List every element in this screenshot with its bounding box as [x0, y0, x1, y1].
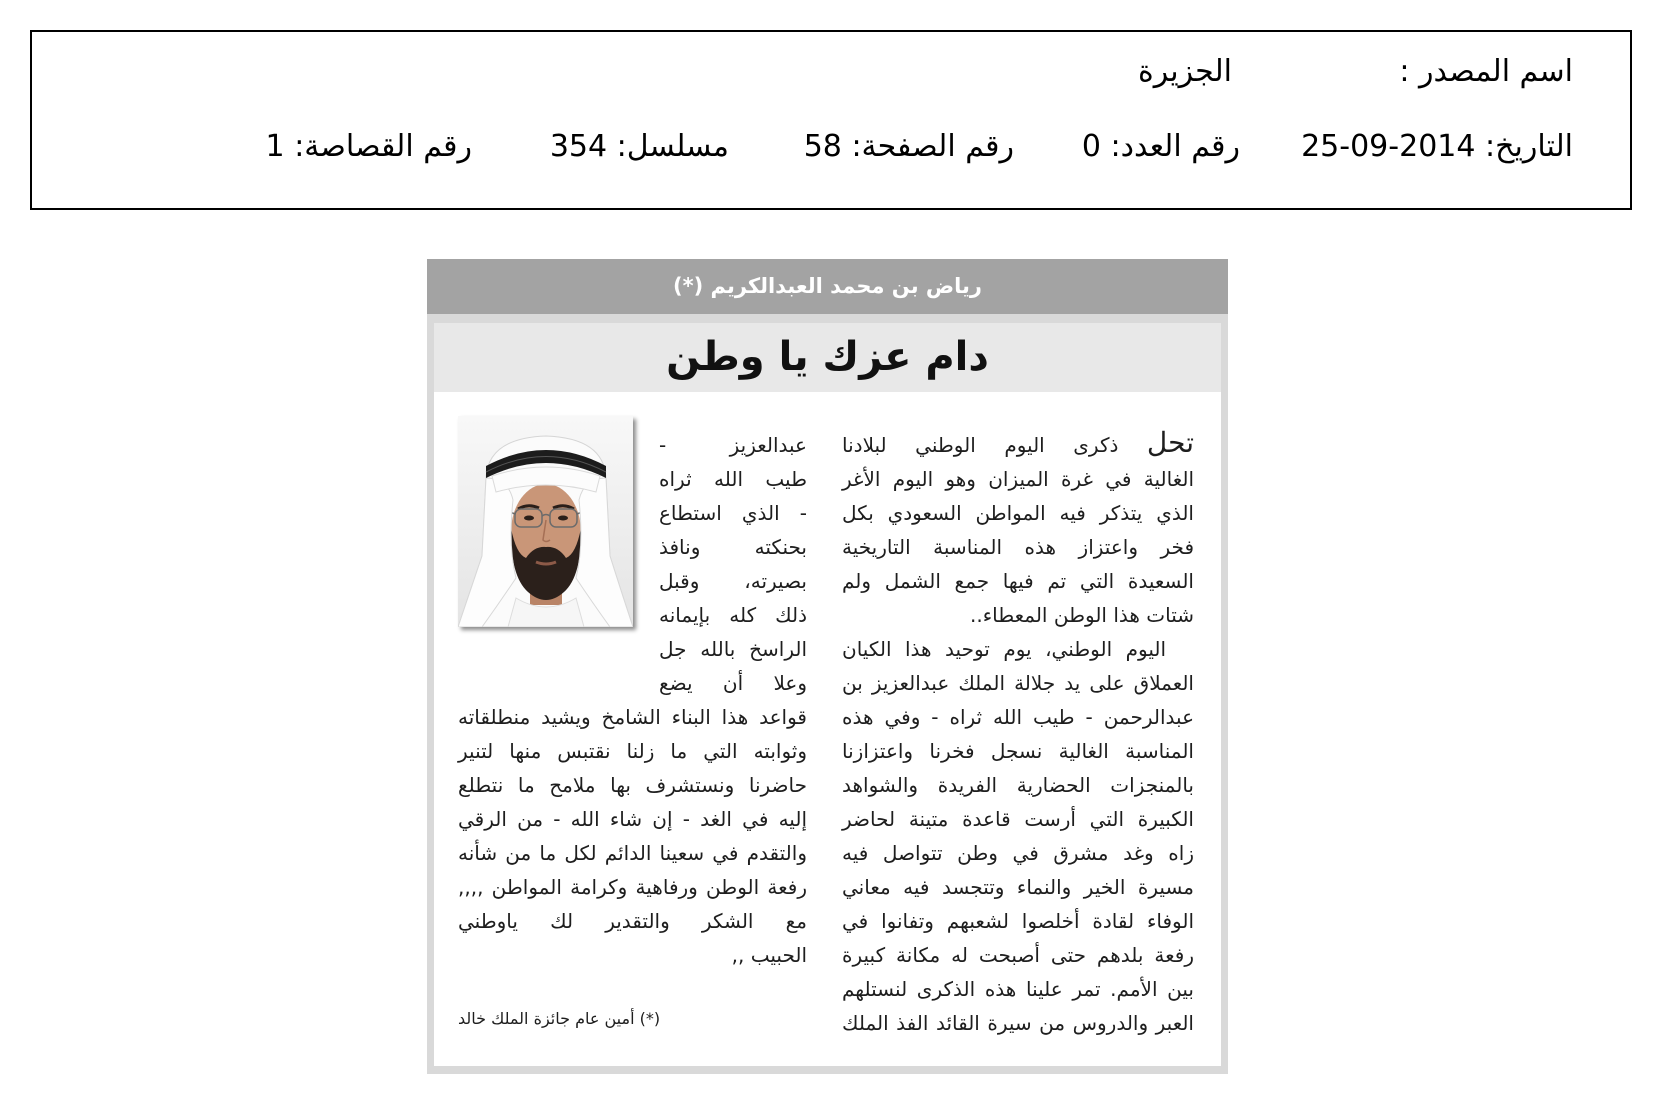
body-line: مع الشكر والتقدير لك ياوطني [458, 909, 807, 933]
body-line: حاضرنا ونستشرف بها ملامح ما نتطلع [458, 773, 807, 797]
date-label: التاريخ: [1485, 129, 1573, 164]
body-line: قواعد هذا البناء الشامخ ويشيد منطلقاته [458, 705, 807, 729]
author-footnote: (*) أمين عام جائزة الملك خالد [458, 1009, 661, 1028]
lead-word: تحل [1146, 426, 1194, 459]
body-line: رفعة الوطن ورفاهية وكرامة المواطن ,,,, [458, 875, 807, 899]
page-field [804, 127, 1014, 167]
right-column [842, 428, 1194, 1040]
serial-label: مسلسل: [616, 129, 729, 164]
source-value: الجزيرة [1137, 54, 1232, 89]
body-line: إليه في الغد - إن شاء الله - من الرقي [458, 807, 807, 831]
body-line: وثوابته التي ما زلنا نقتبس منها لتنير [458, 739, 807, 763]
body-line: - الذي استطاع [659, 501, 807, 525]
body-line: فخر واعتزاز هذه المناسبة التاريخية [842, 535, 1194, 559]
author-band [427, 259, 1228, 314]
body-line: بين الأمم. تمر علينا هذه الذكرى لنستلهم [842, 977, 1194, 1001]
source-info-box [30, 30, 1632, 210]
body-line: عبدالعزيز - [659, 433, 807, 457]
body-line: الذي يتذكر فيه المواطن السعودي بكل [842, 501, 1194, 525]
news-clipping [427, 259, 1228, 1074]
body-line: رفعة بلدهم حتى أصبحت له مكانة كبيرة [842, 943, 1194, 967]
author-portrait [458, 416, 633, 627]
author-photo [458, 416, 633, 627]
body-line: بحنكته ونافذ [659, 535, 807, 559]
body-line: اليوم الوطني، يوم توحيد هذا الكيان [842, 637, 1166, 661]
body-line: زاه وغد مشرق في وطن تتواصل فيه [842, 841, 1194, 865]
body-line: الكبيرة التي أرست قاعدة متينة لحاضر [842, 807, 1194, 831]
clipping-label: رقم القصاصة: [294, 129, 472, 164]
body-line: الحبيب ,, [731, 943, 807, 967]
issue-label: رقم العدد: [1110, 129, 1240, 164]
body-line: ذلك كله بإيمانه [659, 603, 807, 627]
body-line: الغالية في غرة الميزان وهو اليوم الأغر [842, 467, 1194, 491]
source-label: اسم المصدر : [1399, 54, 1573, 89]
serial-value: 354 [549, 129, 608, 164]
body-line: بصيرته، وقبل [659, 569, 807, 593]
body-line: المناسبة الغالية نسجل فخرنا واعتزازنا [842, 739, 1194, 763]
article-body [434, 392, 1221, 1066]
body-line: بالمنجزات الحضارية الفريدة والشواهد [842, 773, 1194, 797]
body-line: عبدالرحمن - طيب الله ثراه - وفي هذه [842, 705, 1194, 729]
body-line: والتقدم في سعينا الدائم لكل ما من شأنه [458, 841, 807, 865]
body-line: شتات هذا الوطن المعطاء.. [970, 603, 1194, 627]
page-label: رقم الصفحة: [851, 129, 1014, 164]
body-line: مسيرة الخير والنماء وتتجسد فيه معاني [842, 875, 1194, 899]
body-line: العملاق على يد جلالة الملك عبدالعزيز بن [842, 671, 1194, 695]
body-line: السعيدة التي تم فيها جمع الشمل ولم [842, 569, 1194, 593]
date-value: 2014-09-25 [1301, 129, 1476, 164]
issue-value: 0 [1081, 129, 1101, 164]
clipping-value: 1 [265, 129, 285, 164]
body-line: الوفاء لقادة أخلصوا لشعبهم وتفانوا في [842, 909, 1194, 933]
body-line: الراسخ بالله جل [659, 637, 807, 661]
clipping-field [266, 127, 472, 167]
author-name: رياض بن محمد العبدالكريم (*) [672, 274, 982, 298]
serial-field [550, 127, 729, 167]
date-field [1301, 127, 1573, 167]
left-column-wide [458, 700, 807, 972]
body-line: طيب الله ثراه [659, 467, 807, 491]
body-line [842, 428, 1194, 462]
body-line: العبر والدروس من سيرة القائد الفذ الملك [842, 1011, 1194, 1035]
issue-field [1082, 127, 1240, 167]
left-column-narrow [659, 428, 807, 700]
body-line: وعلا أن يضع [659, 671, 807, 695]
title-band [434, 323, 1221, 392]
body-line-text: ذكرى اليوم الوطني لبلادنا [842, 433, 1119, 457]
page-value: 58 [803, 129, 842, 164]
article-title: دام عزك يا وطن [666, 334, 989, 380]
